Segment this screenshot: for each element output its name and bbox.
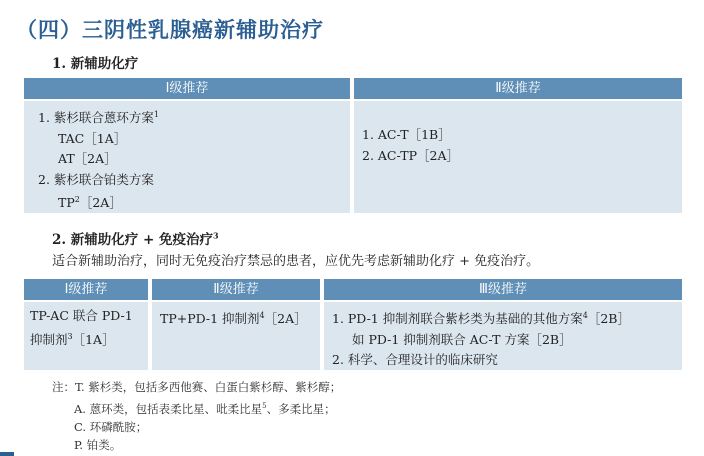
s1-tac: TAC［1A］ [58, 130, 127, 146]
s1-col2-cell [354, 101, 682, 213]
s2-col1-header: Ⅰ级推荐 [24, 279, 148, 300]
section2-heading: 2. 新辅助化疗 + 免疫治疗$^3$ [52, 230, 219, 248]
s1-col2-item2: 2. AC-TP［2A］ [362, 147, 459, 163]
s2-col3-cell [324, 302, 682, 370]
s2-col2-text: TP+PD-1 抑制剂$^4$［2A］ [160, 311, 307, 327]
note-2: A. 蒽环类，包括表柔比星、吡柔比星$^5$、多柔比星； [74, 401, 336, 416]
section1-heading: 1. 新辅助化疗 [52, 56, 139, 72]
note-4: P. 铂类。 [74, 438, 122, 453]
note-1: 注：T. 紫杉类，包括多西他赛、白蛋白紫杉醇、紫杉醇； [52, 380, 342, 394]
s1-tp: $TP^2[2A]$ [58, 195, 122, 211]
s1-item2: 2. 紫杉联合铂类方案 [38, 171, 154, 187]
s2-col3-header: Ⅲ级推荐 [324, 279, 682, 300]
s2-col2-cell [152, 302, 320, 370]
note-3: C. 环磷酰胺； [74, 419, 148, 434]
s1-col1-cell [24, 101, 350, 213]
section2-intro: 适合新辅助治疗，同时无免疫治疗禁忌的患者，应优先考虑新辅助化疗 + 免疫治疗。 [52, 254, 540, 269]
s1-at: AT［2A］ [58, 151, 117, 167]
s1-col2-header: Ⅱ级推荐 [354, 78, 682, 99]
page-title: （四）三阴性乳腺癌新辅助治疗 [16, 18, 324, 42]
s2-col1-line1: TP-AC 联合 PD-1 [30, 308, 133, 323]
s1-item1: 1. 紫杉联合蒽环方案$^1$ [38, 110, 159, 126]
s2-col1-line2: 抑制剂$^3$［1A］ [30, 331, 115, 347]
s2-col1-cell [24, 302, 148, 370]
s2-col2-header: Ⅱ级推荐 [152, 279, 320, 300]
s2-col3-item2: 2. 科学、合理设计的临床研究 [332, 352, 498, 368]
s2-col3-item1: 1. PD-1 抑制剂联合紫杉类为基础的其他方案$^4$［2B］ [332, 311, 630, 327]
s1-col1-header: Ⅰ级推荐 [24, 78, 350, 99]
s2-col3-item1b: 如 PD-1 抑制剂联合 AC-T 方案［2B］ [352, 331, 572, 347]
s1-col2-item1: 1. AC-T［1B］ [362, 127, 451, 142]
footnotes [52, 378, 341, 455]
page-edge-marker [0, 452, 14, 456]
